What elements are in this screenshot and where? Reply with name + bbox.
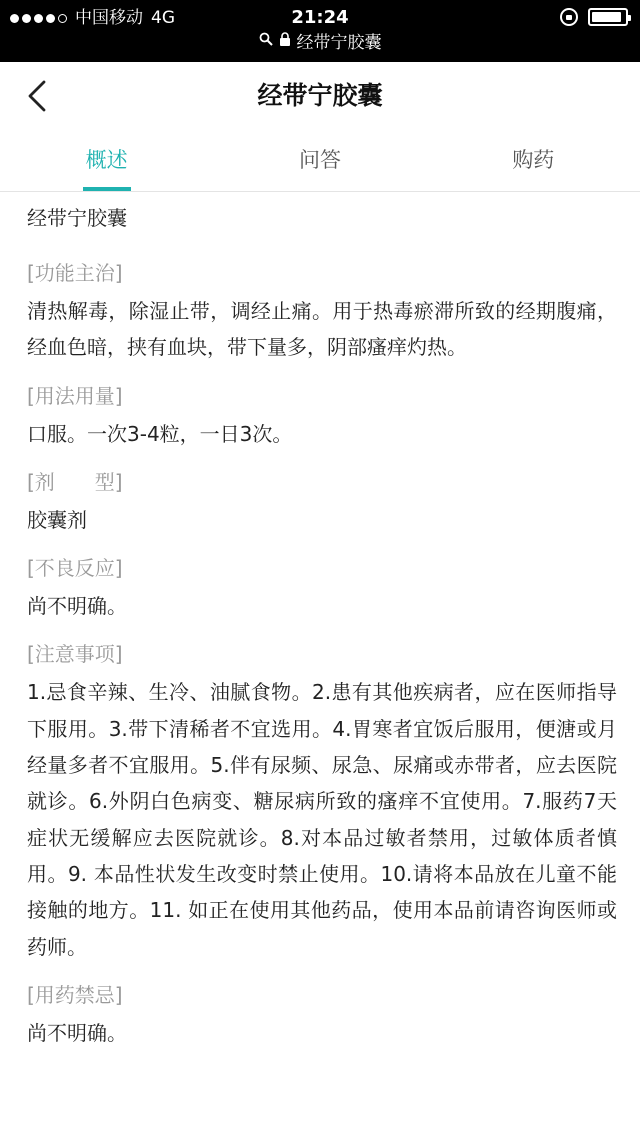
status-bar [0, 0, 640, 62]
tab-bar [0, 130, 640, 192]
section-dosage [27, 376, 617, 452]
section-label: [功能主治] [27, 261, 123, 285]
tab-overview[interactable] [0, 130, 213, 191]
section-adverse-reactions [27, 548, 617, 624]
search-icon [259, 30, 273, 56]
section-text: 尚不明确。 [27, 594, 127, 619]
tab-label: 问答 [298, 148, 341, 172]
section-contraindications [27, 975, 617, 1051]
section-precautions [27, 634, 617, 964]
page-title: 经带宁胶囊 [257, 81, 383, 110]
status-time: 21:24 [291, 7, 349, 28]
tab-buy[interactable] [427, 130, 640, 191]
section-label: [用药禁忌] [27, 982, 123, 1007]
network-label: 4G [151, 8, 175, 28]
active-tab-indicator [83, 187, 131, 191]
battery-level [592, 12, 621, 22]
section-label: [剂 型] [27, 469, 123, 494]
lock-icon [279, 30, 291, 56]
overview-content [27, 193, 617, 1051]
page-header [0, 62, 640, 130]
url-text: 经带宁胶囊 [296, 33, 382, 53]
drug-name: 经带宁胶囊 [27, 206, 127, 230]
section-text: 尚不明确。 [27, 1020, 127, 1045]
section-form [27, 462, 617, 538]
section-indications [27, 253, 617, 366]
section-text: 1.忌食辛辣、生冷、油腻食物。2.患有其他疾病者，应在医师指导下服用。3.带下清稀者不宜选用。4.胃寒者宜饭后服用，便溏或月经量多者不宜服用。5.伴有尿频、尿急、尿痛或赤带者，应去医院就诊。6.外阴白色病变、糖尿病所致的瘙痒不宜使用。7.服药7天症状无缓解应去医院就诊。8.对本品过敏者禁用，过敏体质者慎用。9. 本品性状发生改变时禁止使用。10.请将本品放在儿童不能接触的地方。11. 如正在使用其他药品，使用本品前请咨询医师或药师。 [27, 680, 617, 959]
tab-qa[interactable] [213, 130, 426, 191]
orientation-lock-icon [560, 8, 578, 26]
section-text: 口服。一次3-4粒，一日3次。 [27, 421, 293, 446]
section-label: [不良反应] [27, 556, 123, 581]
url-bar[interactable] [0, 30, 640, 56]
section-text: 清热解毒，除湿止带，调经止痛。用于热毒瘀滞所致的经期腹痛，经血色暗，挟有血块，带下量多，阴部瘙痒灼热。 [27, 299, 617, 360]
section-text: 胶囊剂 [27, 507, 87, 532]
section-label: [用法用量] [27, 383, 123, 408]
tab-label: 购药 [512, 148, 555, 172]
carrier-label: 中国移动 [75, 8, 143, 28]
section-label: [注意事项] [27, 642, 123, 667]
tab-label: 概述 [85, 148, 128, 172]
battery-icon [588, 8, 628, 26]
